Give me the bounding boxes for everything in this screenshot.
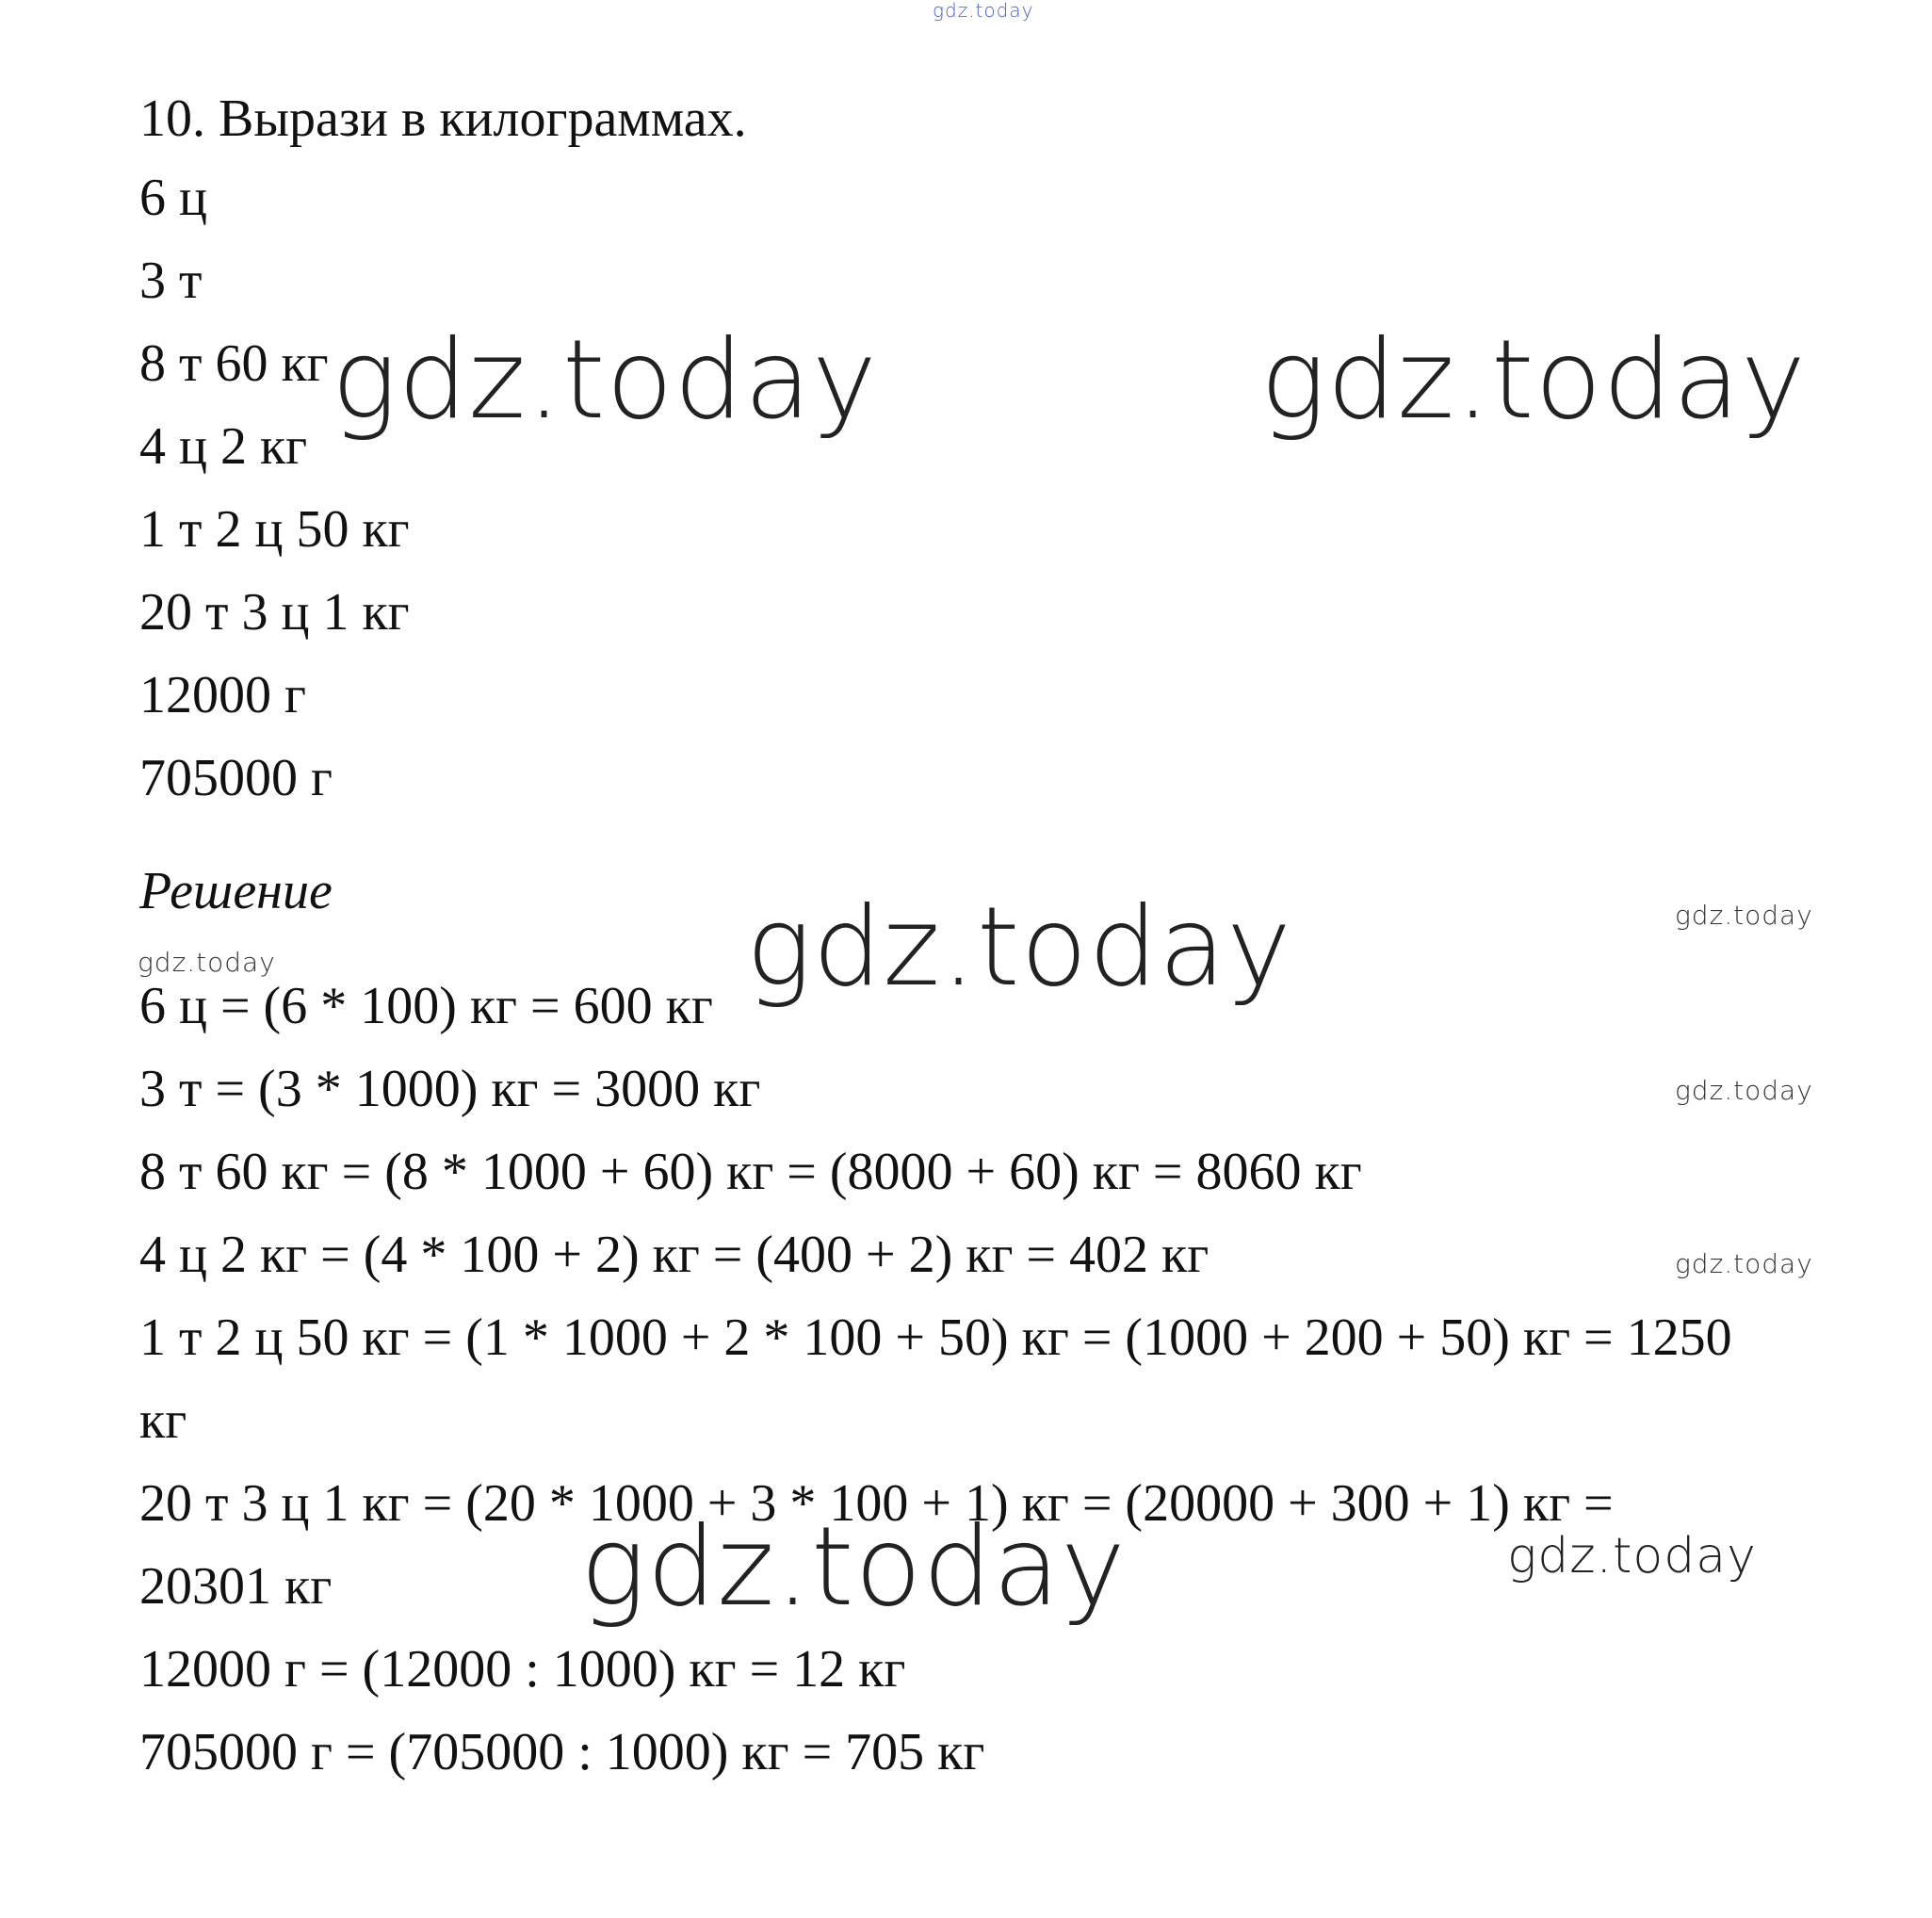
solution-line: 4 ц 2 кг = (4 * 100 + 2) кг = (400 + 2) кг = 402 кг xyxy=(139,1226,1210,1284)
task-item: 705000 г xyxy=(139,749,333,807)
watermark-small: gdz.today xyxy=(1675,1075,1813,1106)
task-title: 10. Вырази в килограммах. xyxy=(139,89,747,148)
watermark-large: gdz.today xyxy=(1260,317,1807,444)
solution-line: 8 т 60 кг = (8 * 1000 + 60) кг = (8000 + 60) кг = 8060 кг xyxy=(139,1143,1362,1201)
watermark-small: gdz.today xyxy=(1675,900,1813,931)
watermark-small: gdz.today xyxy=(138,947,276,978)
task-item: 3 т xyxy=(139,252,203,310)
solution-line: 6 ц = (6 * 100) кг = 600 кг xyxy=(139,977,713,1035)
solution-line: 705000 г = (705000 : 1000) кг = 705 кг xyxy=(139,1723,985,1781)
solution-line: кг xyxy=(139,1391,187,1450)
watermark-medium: gdz.today xyxy=(1507,1528,1757,1585)
watermark-large: gdz.today xyxy=(332,317,878,444)
watermark-large: gdz.today xyxy=(746,884,1292,1011)
task-item: 20 т 3 ц 1 кг xyxy=(139,583,410,642)
watermark-large: gdz.today xyxy=(580,1504,1127,1631)
task-item: 8 т 60 кг xyxy=(139,334,329,393)
solution-heading: Решение xyxy=(139,862,333,920)
watermark-top: gdz.today xyxy=(933,0,1034,22)
solution-line: 1 т 2 ц 50 кг = (1 * 1000 + 2 * 100 + 50) кг = (1000 + 200 + 50) кг = 1250 xyxy=(139,1308,1732,1367)
solution-line: 3 т = (3 * 1000) кг = 3000 кг xyxy=(139,1060,761,1118)
task-item: 4 ц 2 кг xyxy=(139,417,308,476)
solution-line: 20301 кг xyxy=(139,1557,333,1616)
task-item: 6 ц xyxy=(139,169,207,227)
solution-line: 20 т 3 ц 1 кг = (20 * 1000 + 3 * 100 + 1) кг = (20000 + 300 + 1) кг = xyxy=(139,1474,1614,1533)
watermark-small: gdz.today xyxy=(1675,1248,1813,1279)
task-item: 12000 г xyxy=(139,666,306,724)
solution-line: 12000 г = (12000 : 1000) кг = 12 кг xyxy=(139,1640,906,1699)
task-item: 1 т 2 ц 50 кг xyxy=(139,500,410,559)
